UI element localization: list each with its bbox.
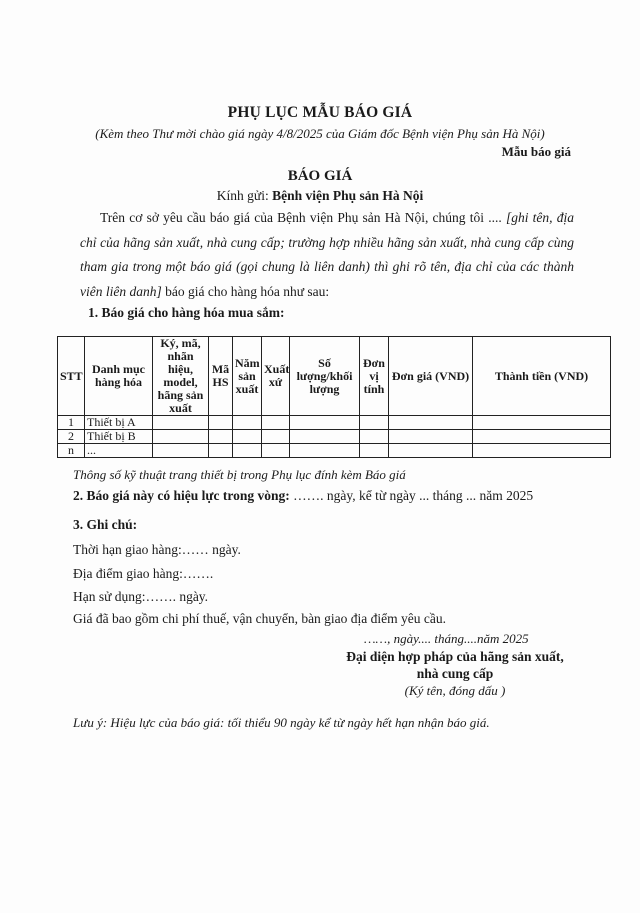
cell-hs: [209, 416, 233, 430]
document-title: PHỤ LỤC MẪU BÁO GIÁ: [227, 104, 413, 121]
cell-origin: [262, 430, 290, 444]
cell-unit-price: [389, 416, 473, 430]
section-1-title: 1. Báo giá cho hàng hóa mua sắm:: [88, 305, 285, 320]
intro-text-1: Trên cơ sở yêu cầu báo giá của Bệnh viện Phụ sản Hà Nội, chúng tôi ....: [100, 210, 502, 225]
quote-heading: BÁO GIÁ: [287, 168, 353, 184]
table-header-row: [58, 337, 611, 416]
recipient-name: Bệnh viện Phụ sản Hà Nội: [272, 188, 424, 203]
cell-stt: n: [58, 444, 85, 458]
cell-unit-price: [389, 430, 473, 444]
col-header-brand-model: Ký, mã, nhãn hiệu, model, hãng sản xuất: [153, 337, 209, 416]
col-header-year: Năm sản xuất: [233, 337, 262, 416]
cell-item: Thiết bị A: [85, 416, 153, 430]
note-expiry: Hạn sử dụng:……. ngày.: [73, 589, 209, 604]
cell-unit-price: [389, 444, 473, 458]
cell-brand: [153, 430, 209, 444]
representative-line-1: Đại diện hợp pháp của hãng sản xuất,: [346, 649, 564, 664]
col-header-hs-code: Mã HS: [209, 337, 233, 416]
section-2-label: 2. Báo giá này có hiệu lực trong vòng:: [73, 488, 290, 503]
cell-item: ...: [85, 444, 153, 458]
cell-unit: [360, 430, 389, 444]
cell-quantity: [290, 444, 360, 458]
col-header-unit: Đơn vị tính: [360, 337, 389, 416]
recipient-label: Kính gửi:: [216, 188, 269, 203]
cell-stt: 1: [58, 416, 85, 430]
table-note: Thông số kỹ thuật trang thiết bị trong Phụ lục đính kèm Báo giá: [73, 467, 406, 482]
intro-paragraph: [80, 206, 574, 304]
cell-total: [473, 444, 611, 458]
table-row: [58, 430, 611, 444]
cell-brand: [153, 444, 209, 458]
signature-representative: [330, 648, 580, 682]
col-header-stt: STT: [58, 337, 85, 416]
cell-year: [233, 444, 262, 458]
cell-quantity: [290, 430, 360, 444]
document-subtitle: (Kèm theo Thư mời chào giá ngày 4/8/2025 của Giám đốc Bệnh viện Phụ sản Hà Nội): [95, 126, 545, 141]
cell-unit: [360, 444, 389, 458]
col-header-item-list: Danh mục hàng hóa: [85, 337, 153, 416]
section-3-title: 3. Ghi chú:: [73, 517, 138, 532]
cell-total: [473, 416, 611, 430]
cell-unit: [360, 416, 389, 430]
section-2-text: ……. ngày, kể từ ngày ... tháng ... năm 2025: [293, 488, 534, 503]
representative-line-2: nhà cung cấp: [416, 666, 494, 681]
cell-year: [233, 430, 262, 444]
note-price-includes: Giá đã bao gồm chi phí thuế, vận chuyển, bàn giao địa điểm yêu cầu.: [73, 611, 447, 626]
cell-origin: [262, 444, 290, 458]
table-row: [58, 444, 611, 458]
col-header-quantity: Số lượng/khối lượng: [290, 337, 360, 416]
quote-table: [57, 336, 611, 458]
section-2: [73, 488, 533, 504]
cell-stt: 2: [58, 430, 85, 444]
cell-origin: [262, 416, 290, 430]
cell-brand: [153, 416, 209, 430]
col-header-total: Thành tiền (VND): [473, 337, 611, 416]
cell-hs: [209, 444, 233, 458]
footer-remark: Lưu ý: Hiệu lực của báo giá: tối thiểu 90 ngày kể từ ngày hết hạn nhận báo giá.: [73, 715, 490, 730]
col-header-unit-price: Đơn giá (VND): [389, 337, 473, 416]
note-delivery-place: Địa điểm giao hàng:…….: [73, 566, 214, 581]
recipient-line: [0, 188, 640, 204]
signature-note: (Ký tên, đóng dấu ): [404, 683, 506, 698]
cell-item: Thiết bị B: [85, 430, 153, 444]
form-label: Mẫu báo giá: [501, 144, 571, 159]
cell-year: [233, 416, 262, 430]
intro-text-2: báo giá cho hàng hóa như sau:: [165, 283, 330, 299]
table-row: [58, 416, 611, 430]
intro-text-italic: [ghi tên, địa chỉ của hãng sản xuất, nhà cung cấp; trường hợp nhiều hãng sản xuất, nhà cung cấp cùng tham gia trong một báo giá (gọi chung là liên danh) thì ghi rõ tên, địa chỉ của các thành viên liên danh]: [80, 210, 575, 299]
signature-date: ……, ngày.... tháng....năm 2025: [364, 631, 529, 646]
note-delivery-time: Thời hạn giao hàng:…… ngày.: [73, 542, 241, 557]
col-header-origin: Xuất xứ: [262, 337, 290, 416]
cell-hs: [209, 430, 233, 444]
cell-total: [473, 430, 611, 444]
cell-quantity: [290, 416, 360, 430]
